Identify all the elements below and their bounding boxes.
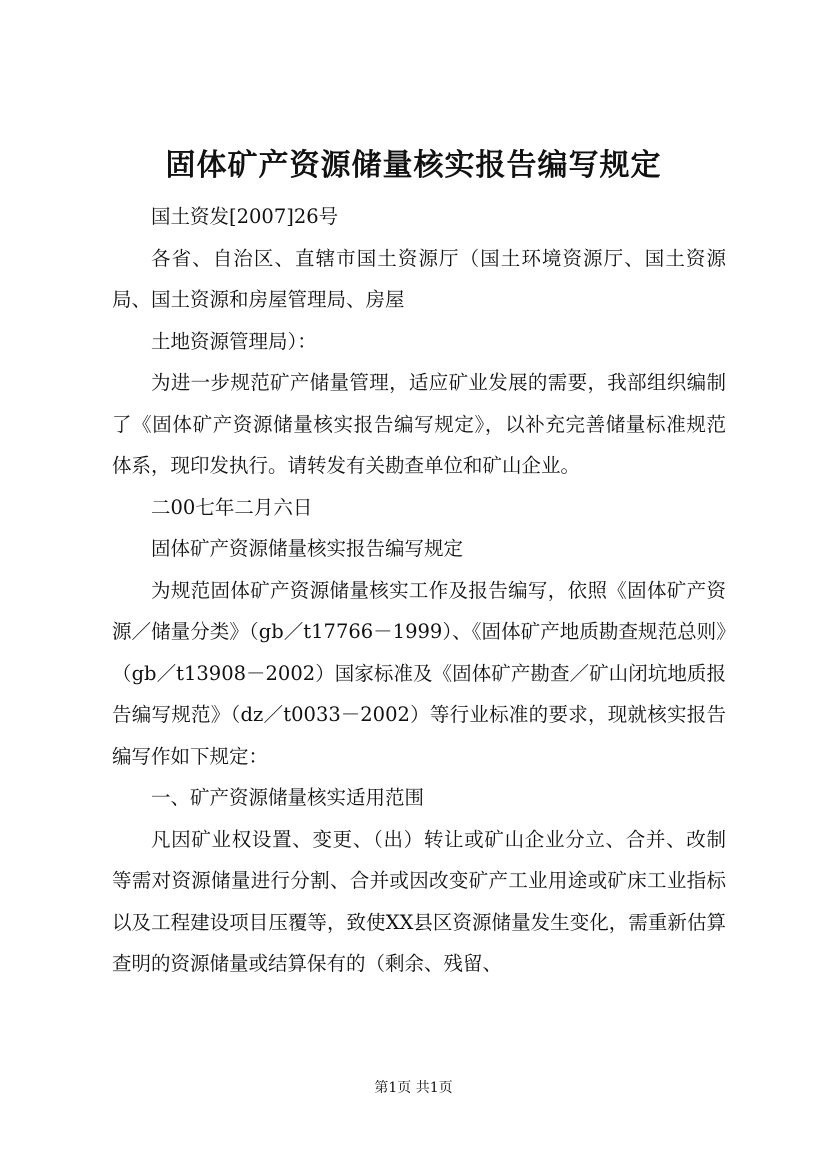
paragraph-scope: 凡因矿业权设置、变更、（出）转让或矿山企业分立、合并、改制等需对资源储量进行分割、合并或因改变矿产工业用途或矿床工业指标以及工程建设项目压覆等，致使XX县区资源储量发生变化，需重新估算查明的资源储量或结算保有的（剩余、残留、 xyxy=(112,827,726,975)
section-heading-1: 一、矿产资源储量核实适用范围 xyxy=(151,786,425,809)
document-body xyxy=(112,196,726,985)
document-title: 固体矿产资源储量核实报告编写规定 xyxy=(165,148,662,183)
paragraph-doc-number: 国土资发[2007]26号 xyxy=(151,205,339,228)
paragraph-subtitle: 固体矿产资源储量核实报告编写规定 xyxy=(151,537,464,560)
paragraph-recipients-cont: 土地资源管理局）： xyxy=(151,329,317,353)
paragraph-date: 二00七年二月六日 xyxy=(151,495,313,519)
paragraph-purpose: 为规范固体矿产资源储量核实工作及报告编写，依照《固体矿产资源／储量分类》（gb／t17766－1999）、《固体矿产地质勘查规范总则》（gb／t13908－2002）国家标准及《固体矿产勘查／矿山闭坑地质报告编写规范》（dz／t0033－2002）等行业标准的要求，现就核实报告编写作如下规定： xyxy=(112,578,726,768)
paragraph-recipients: 各省、自治区、直辖市国土资源厅（国土环境资源厅、国土资源局、国土资源和房屋管理局、房屋 xyxy=(112,246,726,311)
page-footer: 第1页 共1页 xyxy=(374,1080,453,1096)
paragraph-intro: 为进一步规范矿产储量管理，适应矿业发展的需要，我部组织编制了《固体矿产资源储量核实报告编写规定》，以补充完善储量标准规范体系，现印发执行。请转发有关勘查单位和矿山企业。 xyxy=(112,371,726,477)
